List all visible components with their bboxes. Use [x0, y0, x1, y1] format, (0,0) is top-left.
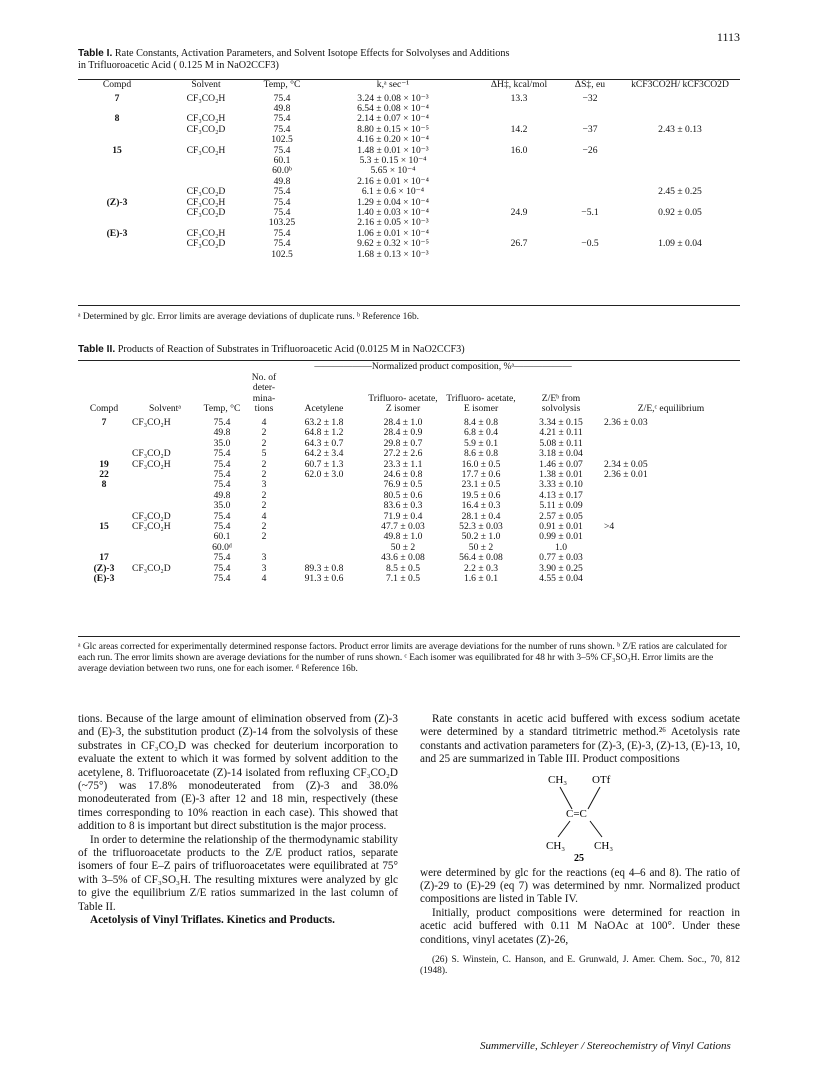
- table2-cell: [130, 480, 200, 490]
- table1-cell: 4.16 ± 0.20 × 10⁻⁴: [357, 134, 429, 146]
- table1-cell: 2.43 ± 0.13: [658, 123, 702, 135]
- table2-cell: CF₃CO₂D: [132, 448, 171, 460]
- table2-header-1: Solventᵃ: [149, 403, 181, 415]
- table1-cell: CF₃CO₂D: [186, 238, 226, 250]
- table2-cell: 5.9 ± 0.1: [463, 437, 499, 449]
- table1-cell: 1.06 ± 0.01 × 10⁻⁴: [357, 227, 429, 239]
- table1-cell: 15: [112, 144, 122, 156]
- table2-cell: [130, 470, 200, 480]
- table2-caption: [78, 344, 740, 356]
- table2-cell: [602, 428, 740, 438]
- table2-cell: 56.4 ± 0.08: [459, 552, 503, 564]
- table2-cell: 22: [99, 469, 109, 480]
- table1-cell: [560, 250, 620, 260]
- table2-cell: 4: [261, 416, 267, 428]
- table2-cell: 3: [261, 479, 267, 491]
- table2-cell: 17: [99, 552, 109, 564]
- table2-cell: [284, 480, 364, 490]
- table2-cell: 2.2 ± 0.3: [463, 562, 499, 574]
- right-paragraph-1: Rate constants in acetic acid buffered with excess sodium acetate were determined by a standard titrimetric method.²⁶ Acetolysis rate constants and activation parameters for (Z)-3, (E)-3, (Z)-13, (E)-13, 10, and 25 are summarized in Table III. Product compositions: [420, 713, 740, 766]
- left-paragraph-1: tions. Because of the large amount of elimination observed from (Z)-3 and (E)-3, the substitution product (Z)-14 from the solvolysis of these substrates in CF₃CO₂D was checked for deuterium incorporation to evaluate the extent to which it was formed by solvent addition to the acetylene, 8. Trifluoroacetate (Z)-14 isolated from refluxing CF₃CO₂D (~75°) was 17.8% monodeuterated from (Z)-3 and 38.0% monodeuterated from (E)-3 after 12 and 18 min, respectively (these times corresponding to 10% reaction in each case). This showed that addition to 8 is important but direct substitution is the major process.: [78, 713, 398, 833]
- table2-cell: 2: [261, 489, 267, 501]
- table1-cell: [560, 156, 620, 166]
- table1-cell: [560, 177, 620, 187]
- table1-cell: CF₃CO₂D: [186, 123, 226, 135]
- table2: [78, 362, 740, 584]
- table1-bottom-rule: [78, 305, 740, 306]
- table2-cell: 27.2 ± 2.6: [383, 448, 423, 460]
- left-paragraph-2: In order to determine the relationship of the thermodynamic stability of the trifluoroacetate products to the Z/E product ratios, separate isomers of four E–Z pairs of trifluoroacetates were equilibrated at 75° with 3–5% of CF₃SO₃H. The resulting mixtures were analyzed by glc to give the equilibrium Z/E ratios summarized in the last column of Table II.: [78, 833, 398, 913]
- table2-cell: 3: [261, 552, 267, 564]
- struct-compound-number: 25: [574, 852, 584, 863]
- table1-cell: CF₃CO₂H: [186, 113, 226, 125]
- table1-cell: [620, 250, 740, 260]
- struct-ch3-left: CH₃: [546, 839, 566, 852]
- table1-cell: 8: [114, 113, 120, 125]
- table1-cell: 1.29 ± 0.04 × 10⁻⁴: [357, 196, 429, 208]
- table1-cell: 24.9: [510, 207, 528, 219]
- table2-cell: 2: [261, 437, 267, 449]
- left-column: [78, 713, 398, 928]
- table2-cell: (Z)-3: [93, 562, 115, 574]
- table2-cell: [602, 553, 740, 563]
- table2-cell: 19.5 ± 0.6: [461, 489, 501, 501]
- table2-cell: [602, 491, 740, 501]
- table1-cell: 8.80 ± 0.15 × 10⁻⁵: [357, 123, 429, 135]
- table2-cell: 1.6 ± 0.1: [463, 573, 499, 585]
- table2-cell: 64.8 ± 1.2: [304, 427, 344, 439]
- table2-cell: 49.8 ± 1.0: [383, 531, 423, 543]
- table1-cell: 49.8: [273, 175, 291, 187]
- table1-cell: −37: [582, 123, 598, 135]
- table1-cell: [620, 104, 740, 114]
- table1-cell: 75.4: [273, 92, 291, 104]
- table2-cell: [78, 532, 130, 542]
- table2-header-7: Z/Eᵇ from solvolysis: [541, 392, 581, 415]
- table1-row: [78, 91, 740, 104]
- table1-row: [78, 250, 740, 260]
- struct-otf: OTf: [592, 773, 611, 786]
- table2-cell: 3.33 ± 0.10: [539, 479, 583, 491]
- page-number: 1113: [716, 30, 740, 44]
- table2-cell: 60.7 ± 1.3: [304, 458, 344, 470]
- table1-cell: [620, 156, 740, 166]
- table2-cell: 35.0: [213, 500, 231, 512]
- table1-header-4: ΔH‡, kcal/mol: [490, 79, 548, 90]
- table1-cell: 1.48 ± 0.01 × 10⁻³: [357, 144, 429, 156]
- table2-title: Products of Reaction of Substrates in Trifluoroacetic Acid (0.0125 M in NaO2CCF3): [117, 344, 465, 355]
- table1-cell: CF₃CO₂H: [186, 92, 226, 104]
- structure-25: [510, 771, 650, 863]
- table2-cell: 3: [261, 562, 267, 574]
- table1-cell: [560, 187, 620, 197]
- table1-cell: [78, 156, 156, 166]
- table2-header-3: No. of deter- mina- tions: [251, 371, 277, 415]
- table2-cell: 2: [261, 531, 267, 543]
- table2-spanner-text: Normalized product composition, %ᵃ: [371, 361, 515, 372]
- table1-cell: 26.7: [510, 238, 528, 250]
- table2-cell: 43.6 ± 0.08: [381, 552, 425, 564]
- table2-cell: 29.8 ± 0.7: [383, 437, 423, 449]
- table1-cell: 1.68 ± 0.13 × 10⁻³: [357, 248, 429, 260]
- table2-spanner: ——————Normalized product composition, %ᵃ——————: [314, 361, 572, 372]
- table1-caption: [78, 48, 518, 72]
- table2-cell: [130, 428, 200, 438]
- right-paragraph-3: Initially, product compositions were determined for reaction in acetic acid buffered with 0.11 M NaOAc at 100°. Under these conditions, vinyl acetates (Z)-26,: [420, 906, 740, 946]
- table2-cell: 2: [261, 500, 267, 512]
- table2-cell: 1.46 ± 0.07: [539, 458, 583, 470]
- table2-cell: 8.4 ± 0.8: [463, 416, 499, 428]
- table1-cell: 6.1 ± 0.6 × 10⁻⁴: [361, 186, 425, 198]
- table1-cell: 3.24 ± 0.08 × 10⁻³: [357, 92, 429, 104]
- table2-cell: 50 ± 2: [390, 541, 416, 553]
- table2-cell: 3.90 ± 0.25: [539, 562, 583, 574]
- table1-cell: −0.5: [581, 238, 599, 250]
- table2-cell: 63.2 ± 1.8: [304, 416, 344, 428]
- table2-cell: 8: [101, 479, 107, 491]
- table2-cell: [602, 532, 740, 542]
- table1-cell: 60.1: [273, 155, 291, 167]
- table2-cell: [284, 522, 364, 532]
- table2-cell: [130, 543, 200, 553]
- table2-cell: 16.4 ± 0.3: [461, 500, 501, 512]
- table1-body: [78, 91, 740, 261]
- table2-header-4: Acetylene: [304, 403, 344, 415]
- table1-cell: CF₃CO₂H: [186, 227, 226, 239]
- table2-cell: 62.0 ± 3.0: [304, 469, 344, 480]
- table2-cell: 7: [101, 416, 107, 428]
- table1-cell: 102.5: [271, 248, 293, 260]
- table1-cell: [78, 125, 156, 135]
- table1-cell: CF₃CO₂H: [186, 196, 226, 208]
- table2-header-5: Trifluoro- acetate, Z isomer: [368, 392, 438, 415]
- table1-title: Rate Constants, Activation Parameters, and Solvent Isotope Effects for Solvolyses and Additions in Trifluoroacetic Acid ( 0.125 M in NaO2CCF3): [78, 48, 510, 71]
- table1-cell: 16.0: [510, 144, 528, 156]
- table2-cell: [284, 512, 364, 522]
- table1-header-row: [78, 80, 740, 91]
- table1-cell: [560, 166, 620, 176]
- table2-cell: 83.6 ± 0.3: [383, 500, 423, 512]
- table2-cell: 24.6 ± 0.8: [383, 469, 423, 480]
- table2-cell: 75.4: [213, 469, 231, 480]
- table1-cell: [78, 177, 156, 187]
- table1-cell: CF₃CO₂D: [186, 207, 226, 219]
- table2-cell: [130, 491, 200, 501]
- table2-cell: 52.3 ± 0.03: [459, 521, 503, 533]
- table1-cell: [478, 187, 560, 197]
- table2-cell: [602, 512, 740, 522]
- table1-cell: −32: [582, 92, 598, 104]
- table2-cell: [602, 480, 740, 490]
- table1-cell: [156, 156, 256, 166]
- struct-bond-4: [590, 821, 602, 837]
- table2-cell: CF₃CO₂H: [132, 521, 171, 533]
- struct-bond-3: [558, 821, 570, 837]
- table2-cell: 35.0: [213, 437, 231, 449]
- table2-cell: 2.57 ± 0.05: [539, 510, 583, 522]
- table1-cell: 102.5: [271, 134, 293, 146]
- table1-cell: [620, 135, 740, 145]
- table1-cell: 75.4: [273, 113, 291, 125]
- table2-cell: 15: [99, 521, 109, 533]
- table2-cell: 4.55 ± 0.04: [539, 573, 583, 585]
- table2-cell: CF₃CO₂D: [132, 510, 171, 522]
- table2-cell: [130, 574, 200, 584]
- table2-cell: 49.8: [213, 489, 231, 501]
- table1-cell: [478, 177, 560, 187]
- table1-header-1: Solvent: [191, 79, 221, 90]
- table2-cell: 60.1: [213, 531, 231, 543]
- table1-cell: [560, 104, 620, 114]
- table2-cell: 5.11 ± 0.09: [539, 500, 583, 512]
- table2-cell: 28.1 ± 0.4: [461, 510, 501, 522]
- running-footer: Summerville, Schleyer / Stereochemistry of Vinyl Cations: [480, 1040, 731, 1052]
- table1-cell: [78, 166, 156, 176]
- table2-cell: [602, 439, 740, 449]
- table1-cell: 14.2: [510, 123, 528, 135]
- table1: [78, 80, 740, 260]
- table2-spanner-row: [78, 362, 740, 373]
- right-column: [420, 713, 740, 977]
- table2-cell: >4: [604, 521, 615, 533]
- left-paragraph-3: [78, 914, 398, 927]
- table1-cell: [78, 239, 156, 249]
- table2-cell: 23.1 ± 0.5: [461, 479, 501, 491]
- table2-cell: 76.9 ± 0.5: [383, 479, 423, 491]
- table2-cell: 75.4: [213, 479, 231, 491]
- table2-cell: 28.4 ± 0.9: [383, 427, 423, 439]
- table2-body: [78, 415, 740, 585]
- table2-cell: 64.2 ± 3.4: [304, 448, 344, 460]
- table2-header-0: Compd: [89, 403, 119, 415]
- table1-cell: 13.3: [510, 92, 528, 104]
- table2-cell: [602, 501, 740, 511]
- table2-cell: [130, 532, 200, 542]
- table2-cell: [284, 532, 364, 542]
- table1-header-0: Compd: [102, 79, 132, 90]
- table1-cell: [478, 166, 560, 176]
- table1-cell: 1.40 ± 0.03 × 10⁻⁴: [357, 207, 429, 219]
- table1-header-6: kCF3CO2H/ kCF3CO2D: [631, 79, 729, 90]
- table1-cell: 75.4: [273, 123, 291, 135]
- table2-header-8: Z/E,ᶜ equilibrium: [637, 403, 705, 415]
- table2-cell: [284, 543, 364, 553]
- right-paragraph-2: were determined by glc for the reactions (eq 4–6 and 8). The ratio of (Z)-29 to (E)-29 (eq 7) was determined by nmr. Normalized product compositions are listed in Table IV.: [420, 866, 740, 906]
- table2-cell: CF₃CO₂H: [132, 416, 171, 428]
- table2-cell: CF₃CO₂H: [132, 458, 171, 470]
- table1-cell: −5.1: [581, 207, 599, 219]
- table1-cell: [620, 218, 740, 228]
- table2-cell: 7.1 ± 0.5: [385, 573, 421, 585]
- table2-cell: 4.21 ± 0.11: [539, 427, 583, 439]
- table2-cell: [284, 491, 364, 501]
- table2-cell: 4: [261, 573, 267, 585]
- table1-cell: 103.25: [268, 217, 296, 229]
- table1-cell: [620, 91, 740, 104]
- table2-cell: 5: [261, 448, 267, 460]
- table2-cell: (E)-3: [93, 573, 115, 585]
- table1-cell: [478, 156, 560, 166]
- table2-cell: 91.3 ± 0.6: [304, 573, 344, 585]
- table1-cell: [478, 218, 560, 228]
- table2-cell: CF₃CO₂D: [132, 562, 171, 574]
- table2-cell: 50 ± 2: [468, 541, 494, 553]
- table2-bottom-rule: [78, 636, 740, 637]
- table1-cell: [156, 166, 256, 176]
- table1-cell: CF₃CO₂H: [186, 144, 226, 156]
- table1-cell: −26: [582, 144, 598, 156]
- table2-header-6: Trifluoro- acetate, E isomer: [446, 392, 516, 415]
- table1-cell: [560, 218, 620, 228]
- table1-cell: 7: [114, 92, 120, 104]
- table1-cell: 75.4: [273, 196, 291, 208]
- table1-cell: [620, 166, 740, 176]
- table2-cell: 6.8 ± 0.4: [463, 427, 499, 439]
- table2-cell: [78, 428, 130, 438]
- table2-cell: 75.4: [213, 573, 231, 585]
- table2-cell: 75.4: [213, 510, 231, 522]
- table2-cell: 75.4: [213, 416, 231, 428]
- table1-cell: 1.09 ± 0.04: [658, 238, 702, 250]
- table2-cell: 5.08 ± 0.11: [539, 437, 583, 449]
- table1-cell: [620, 146, 740, 156]
- table2-cell: [78, 501, 130, 511]
- table2-cell: 0.91 ± 0.01: [539, 521, 583, 533]
- table2-row: [78, 415, 740, 428]
- table2-cell: 2: [261, 469, 267, 480]
- table1-cell: 2.16 ± 0.05 × 10⁻³: [357, 217, 429, 229]
- table2-cell: 47.7 ± 0.03: [381, 521, 425, 533]
- table2-cell: 80.5 ± 0.6: [383, 489, 423, 501]
- table2-cell: 75.4: [213, 448, 231, 460]
- table2-cell: 2: [261, 458, 267, 470]
- struct-bond-1: [560, 787, 572, 809]
- table2-header-row: [78, 373, 740, 415]
- table2-cell: 4.13 ± 0.17: [539, 489, 583, 501]
- table1-cell: 75.4: [273, 186, 291, 198]
- table2-cell: [602, 543, 740, 553]
- table1-footnote: ᵃ Determined by glc. Error limits are average deviations of duplicate runs. ᵇ Reference 16b.: [78, 312, 420, 322]
- table1-cell: [478, 250, 560, 260]
- table1-cell: (Z)-3: [106, 196, 128, 208]
- table2-cell: [602, 564, 740, 574]
- table2-cell: 75.4: [213, 458, 231, 470]
- table1-cell: 75.4: [273, 144, 291, 156]
- table2-cell: 71.9 ± 0.4: [383, 510, 423, 522]
- struct-ch3-right: CH₃: [594, 839, 614, 852]
- table2-cell: 49.8: [213, 427, 231, 439]
- table1-label: Table I.: [78, 48, 113, 59]
- table2-cell: 8.6 ± 0.8: [463, 448, 499, 460]
- table2-cell: 50.2 ± 1.0: [461, 531, 501, 543]
- table2-cell: 75.4: [213, 552, 231, 564]
- table1-cell: 5.3 ± 0.15 × 10⁻⁴: [359, 155, 427, 167]
- table1-cell: 60.0ᵇ: [272, 165, 292, 177]
- table2-cell: [284, 501, 364, 511]
- table1-cell: 2.45 ± 0.25: [658, 186, 702, 198]
- table1-cell: 9.62 ± 0.32 × 10⁻⁵: [357, 238, 429, 250]
- table2-cell: 23.3 ± 1.1: [383, 458, 423, 470]
- table2-header-2: Temp, °C: [203, 403, 241, 415]
- table2-cell: 17.7 ± 0.6: [461, 469, 501, 480]
- table1-header-5: ΔS‡, eu: [574, 79, 606, 90]
- table2-cell: 8.5 ± 0.5: [385, 562, 421, 574]
- table1-cell: 75.4: [273, 207, 291, 219]
- table2-cell: [78, 491, 130, 501]
- struct-double-bond: C=C: [566, 807, 587, 820]
- table2-cell: 89.3 ± 0.8: [304, 562, 344, 574]
- table1-cell: CF₃CO₂D: [186, 186, 226, 198]
- table2-cell: 16.0 ± 0.5: [461, 458, 501, 470]
- table2-cell: 28.4 ± 1.0: [383, 416, 423, 428]
- struct-bond-2: [588, 787, 600, 809]
- table2-cell: 3.18 ± 0.04: [539, 448, 583, 460]
- table1-cell: 75.4: [273, 238, 291, 250]
- table2-cell: 0.77 ± 0.03: [539, 552, 583, 564]
- table2-cell: 2.34 ± 0.05: [604, 458, 648, 470]
- table1-cell: [478, 104, 560, 114]
- table2-cell: 2: [261, 427, 267, 439]
- table1-cell: [156, 250, 256, 260]
- table2-cell: 1.38 ± 0.01: [539, 469, 583, 480]
- table2-cell: 2.36 ± 0.03: [604, 416, 648, 428]
- table2-cell: 2.36 ± 0.01: [604, 469, 648, 480]
- table2-cell: [602, 574, 740, 584]
- table1-cell: [78, 208, 156, 218]
- table2-cell: 4: [261, 510, 267, 522]
- table1-cell: 0.92 ± 0.05: [658, 207, 702, 219]
- table1-cell: 49.8: [273, 103, 291, 114]
- table2-cell: 64.3 ± 0.7: [304, 437, 344, 449]
- table1-cell: [78, 250, 156, 260]
- reference-26: (26) S. Winstein, C. Hanson, and E. Grunwald, J. Amer. Chem. Soc., 70, 812 (1948).: [420, 955, 740, 977]
- table2-footnote: ᵃ Glc areas corrected for experimentally determined response factors. Product error limits are average deviations for the number of runs shown. ᵇ Z/E ratios are calculated for each run. The error limits shown are average deviations for the number of runs shown. ᶜ Each isomer was equilibrated for 48 hr with 3–5% CF₃SO₃H. Error limits are the average deviation between two runs, one for each isomer. ᵈ Reference 16b.: [78, 642, 727, 674]
- table1-cell: 75.4: [273, 227, 291, 239]
- table1-cell: 6.54 ± 0.08 × 10⁻⁴: [357, 103, 429, 114]
- table2-cell: 75.4: [213, 562, 231, 574]
- table2-cell: 60.0ᵈ: [212, 541, 232, 553]
- struct-ch3-top: CH₃: [548, 773, 568, 786]
- table2-cell: [78, 439, 130, 449]
- section-heading: Acetolysis of Vinyl Triflates. Kinetics and Products.: [90, 914, 335, 927]
- table1-cell: 5.65 × 10⁻⁴: [370, 165, 416, 177]
- table2-cell: 2: [261, 521, 267, 533]
- table1-cell: 2.14 ± 0.07 × 10⁻⁴: [357, 113, 429, 125]
- table2-cell: 3.34 ± 0.15: [539, 416, 583, 428]
- table2-cell: 75.4: [213, 521, 231, 533]
- table2-row: [78, 574, 740, 584]
- table1-cell: 2.16 ± 0.01 × 10⁻⁴: [357, 175, 429, 187]
- table2-cell: 1.0: [555, 541, 567, 553]
- table1-header-3: k,ᵃ sec⁻¹: [376, 79, 410, 90]
- table1-header-2: Temp, °C: [263, 79, 301, 90]
- table1-cell: (E)-3: [106, 227, 128, 239]
- table2-label: Table II.: [78, 344, 116, 355]
- table2-cell: 19: [99, 458, 109, 470]
- table2-cell: 0.99 ± 0.01: [539, 531, 583, 543]
